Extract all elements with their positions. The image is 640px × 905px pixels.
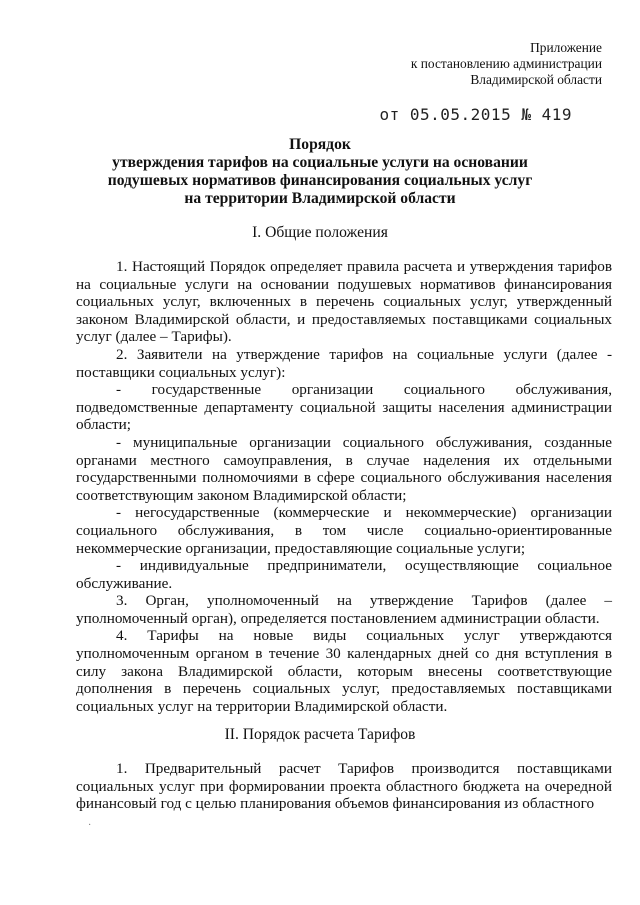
paragraph: 3. Орган, уполномоченный на утверждение Тарифов (далее – уполномоченный орган), определяется постановлением администрации области. <box>76 592 612 627</box>
title-line-1: Порядок <box>289 136 351 153</box>
list-item: - муниципальные организации социального обслуживания, созданные органами местного самоуправления, в случае наделения их отдельными государственными полномочиями в сфере социального обслуживания населения соответствующим законом Владимирской области; <box>76 433 612 504</box>
list-item: - негосударственные (коммерческие и некоммерческие) организации социального обслуживания, в том числе социально-ориентированные некоммерческие организации, предоставляющие социальные услуги; <box>76 504 612 557</box>
resolution-date-stamp: от 05.05.2015 № 419 <box>379 105 572 124</box>
appendix-line-1: Приложение <box>530 40 602 55</box>
paragraph: 1. Предварительный расчет Тарифов производится поставщиками социальных услуг при формировании проекта областного бюджета на очередной финансовый год с целью планирования объемов финансирования из областного <box>76 760 612 813</box>
document-title <box>100 136 540 208</box>
paragraph: 1. Настоящий Порядок определяет правила расчета и утверждения тарифов на социальные услуги на основании подушевых нормативов финансирования социальных услуг, включенных в перечень социальных услуг, утвержденный законом Владимирской области, и предоставляемых поставщиками социальных услуг (далее – Тарифы). <box>76 258 612 346</box>
list-item: - индивидуальные предприниматели, осуществляющие социальное обслуживание. <box>76 557 612 592</box>
section-2-body <box>76 760 612 813</box>
title-line-3: подушевых нормативов финансирования социальных услуг <box>107 172 533 189</box>
title-line-4: на территории Владимирской области <box>184 190 456 207</box>
appendix-line-2: к постановлению администрации <box>410 56 602 71</box>
appendix-line-3: Владимирской области <box>470 72 602 87</box>
title-line-2: утверждения тарифов на социальные услуги на основании <box>112 154 528 171</box>
section-1-heading: I. Общие положения <box>252 224 388 241</box>
section-1-body <box>76 258 612 715</box>
section-2-heading: II. Порядок расчета Тарифов <box>224 726 416 743</box>
appendix-header <box>411 40 602 88</box>
paragraph: 4. Тарифы на новые виды социальных услуг утверждаются уполномоченным органом в течение 30 календарных дней со дня вступления в силу закона Владимирской области, которым внесены соответствующие дополнения в перечень социальных услуг, предоставляемых поставщиками социальных услуг на территории Владимирской области. <box>76 627 612 715</box>
list-item: - государственные организации социального обслуживания, подведомственные департаменту социальной защиты населения администрации области; <box>76 381 612 434</box>
scan-speck: · <box>88 820 92 831</box>
paragraph: 2. Заявители на утверждение тарифов на социальные услуги (далее - поставщики социальных услуг): <box>76 345 612 381</box>
